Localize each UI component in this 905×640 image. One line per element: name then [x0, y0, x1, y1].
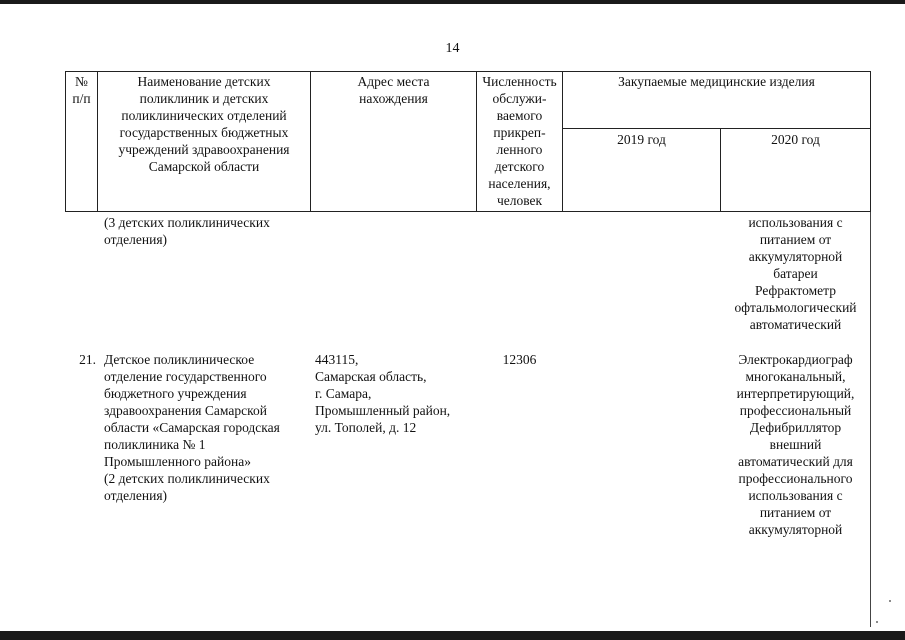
header-top-border	[65, 71, 871, 72]
header-col-2020: 2020 год	[771, 132, 820, 147]
header-col-address: Адрес места нахождения	[357, 74, 430, 106]
header-col-devices: Закупаемые медицинские изделия	[618, 74, 815, 89]
page-number: 14	[445, 41, 460, 56]
header-col-population: Численность обслужи- ваемого прикреп- ленного детского населения, человек	[482, 74, 557, 208]
row-name: (3 детских поликлинических отделения)	[104, 215, 270, 247]
row-2020-devices: использования с питанием от аккумуляторной батареи Рефрактометр офтальмологический автоматический	[734, 215, 857, 332]
header-col-2019: 2019 год	[617, 132, 666, 147]
scan-bottom-border	[0, 631, 905, 640]
row-address: 443115, Самарская область, г. Самара, Промышленный район, ул. Тополей, д. 12	[315, 352, 451, 435]
row-population: 12306	[502, 352, 537, 367]
devices-subheader-border	[562, 128, 871, 129]
row-number: 21.	[79, 352, 96, 367]
grid-line	[870, 71, 871, 212]
header-col-number: № п/п	[72, 74, 91, 106]
scan-speck	[889, 600, 891, 602]
header-col-name: Наименование детских поликлиник и детских поликлинических отделений государственных бюджетных учреждений здравоохранения Самарской области	[118, 74, 290, 174]
row-name: Детское поликлиническое отделение государственного бюджетного учреждения здравоохранения Самарской области «Самарская городская поликлиника № 1 Промышленного района» (2 детских поликлинических отделения)	[104, 352, 280, 503]
table-right-border	[870, 212, 871, 627]
scan-speck	[876, 621, 878, 623]
header-bottom-border	[65, 211, 871, 212]
row-2020-devices: Электрокардиограф многоканальный, интерпретирующий, профессиональный Дефибриллятор внешний автоматический для профессионального использования с питанием от аккумуляторной	[736, 352, 855, 537]
scan-top-border	[0, 0, 905, 4]
